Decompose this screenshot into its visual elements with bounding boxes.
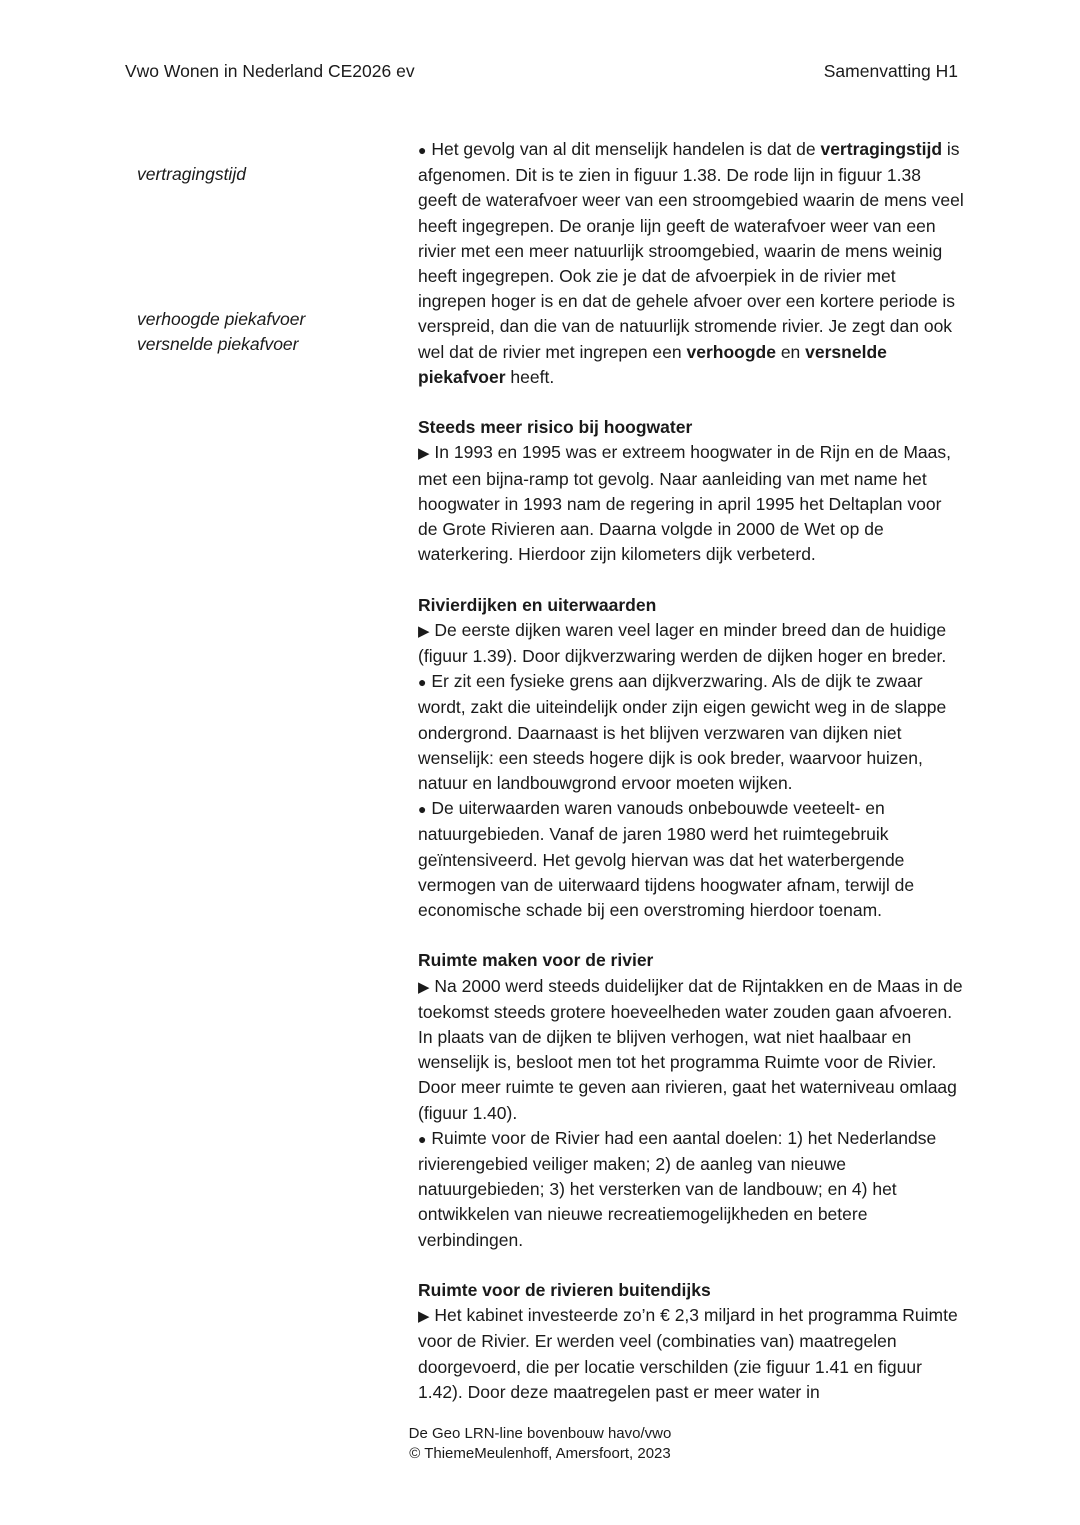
paragraph (418, 1126, 964, 1253)
header-right-title: Samenvatting H1 (823, 61, 958, 81)
triangle-marker-icon: ▶ (418, 1308, 430, 1326)
section-heading: Ruimte voor de rivieren buitendijks (418, 1280, 711, 1301)
section-ruimte-maken-voor-de-rivier (418, 948, 964, 1252)
margin-note-line-versnelde: versnelde piekafvoer (137, 334, 299, 355)
bold-term: versnelde piekafvoer (418, 341, 887, 387)
page-footer (0, 1424, 1080, 1464)
section-ruimte-voor-de-rivieren-buitendijks (418, 1278, 964, 1405)
text-run: Er zit een fysieke grens aan dijkverzwaring. Als de dijk te zwaar wordt, zakt die uiteindelijk onder zijn eigen gewicht weg in de slappe ondergrond. Daarnaast is het blijven verzwaren van dijken niet wenselijk: een steeds hogere dijk is ook breder, waarvoor huizen, natuur en landbouwgrond ervoor moeten wijken. (418, 671, 947, 794)
section-steeds-meer-risico (418, 415, 964, 567)
paragraph (418, 137, 964, 390)
text-run: Het kabinet investeerde zo’n € 2,3 miljard in het programma Ruimte voor de Rivier. Er werden veel (combinaties van) maatregelen doorgevoerd, die per locatie verschilden (zie figuur 1.41 en figuur 1.42). Door deze maatregelen past er meer water in (418, 1305, 958, 1402)
section-heading: Ruimte maken voor de rivier (418, 950, 654, 971)
footer-source-line: De Geo LRN-line bovenbouw havo/vwo (408, 1425, 672, 1442)
margin-note-line-verhoogde: verhoogde piekafvoer (137, 309, 306, 329)
paragraph (418, 974, 964, 1126)
bullet-marker-icon: ● (418, 142, 427, 158)
text-run: Na 2000 werd steeds duidelijker dat de Rijntakken en de Maas in de toekomst steeds grotere hoeveelheden water zouden gaan afvoeren. In plaats van de dijken te blijven verhogen, wat niet haalbaar en wenselijk is, besloot men tot het programma Ruimte voor de Rivier. Door meer ruimte te geven aan rivieren, gaat het waterniveau omlaag (figuur 1.40). (418, 975, 963, 1123)
bullet-marker-icon: ● (418, 674, 427, 691)
page-body (125, 137, 980, 1405)
bullet-marker-icon: ● (418, 1130, 427, 1147)
text-run: In 1993 en 1995 was er extreem hoogwater in de Rijn en de Maas, met een bijna-ramp tot gevolg. Naar aanleiding van met name het hoogwater in 1993 nam de regering in april 1995 het Deltaplan voor de Grote Rivieren aan. Daarna volgde in 2000 de Wet op de waterkering. Hierdoor zijn kilometers dijk verbeterd. (418, 442, 951, 565)
text-run: en (775, 341, 806, 362)
margin-note-vertragingstijd: vertragingstijd (137, 164, 246, 184)
bold-term: vertragingstijd (820, 139, 943, 159)
margin-note-piekafvoer (137, 307, 305, 357)
section-heading: Steeds meer risico bij hoogwater (418, 417, 693, 438)
text-run: Het gevolg van al dit menselijk handelen is dat de (426, 139, 821, 159)
text-run: is afgenomen. Dit is te zien in figuur 1.38. De rode lijn in figuur 1.38 geeft de waterafvoer weer van een stroomgebied waarin de mens veel heeft ingegrepen. De oranje lijn geeft de waterafvoer weer van een rivier met een meer natuurlijk stroomgebied, waarin de mens weinig heeft ingegrepen. Ook zie je dat de afvoerpiek in de rivier met ingrepen hoger is en dat de gehele afvoer over een kortere periode is verspreid, dan die van de natuurlijk stromende rivier. Je zegt dan ook wel dat de rivier met ingrepen een (418, 139, 964, 362)
header-left-title: Vwo Wonen in Nederland CE2026 ev (125, 61, 415, 81)
paragraph (418, 796, 964, 923)
triangle-marker-icon: ▶ (418, 978, 430, 996)
main-text-column (418, 137, 964, 1405)
two-column-layout (125, 137, 980, 1405)
running-header (125, 60, 958, 83)
bullet-marker-icon: ● (418, 801, 427, 818)
text-run: De uiterwaarden waren vanouds onbebouwde veeteelt- en natuurgebieden. Vanaf de jaren 1980 werd het ruimtegebruik geïntensiveerd. Het gevolg hiervan was dat het waterbergende vermogen van de uiterwaard tijdens hoogwater afnam, terwijl de economische schade bij een overstroming hierdoor toenam. (418, 798, 915, 921)
paragraph (418, 1303, 964, 1405)
paragraph (418, 440, 964, 567)
paragraph (418, 669, 964, 796)
triangle-marker-icon: ▶ (418, 445, 430, 463)
section-rivierdijken-en-uiterwaarden (418, 593, 964, 924)
footer-copyright-line: © ThiemeMeulenhoff, Amersfoort, 2023 (409, 1445, 671, 1462)
text-run: De eerste dijken waren veel lager en minder breed dan de huidige (figuur 1.39). Door dijkverzwaring werden de dijken hoger en breder. (418, 619, 947, 667)
section-vertragingstijd (418, 137, 964, 390)
text-run: heeft. (505, 366, 555, 387)
triangle-marker-icon: ▶ (418, 622, 430, 640)
text-run: Ruimte voor de Rivier had een aantal doelen: 1) het Nederlandse rivierengebied veiliger maken; 2) de aanleg van nieuwe natuurgebieden; 3) het versterken van de landbouw; en 4) het ontwikkelen van nieuwe recreatiemogelijkheden en betere verbindingen. (418, 1127, 937, 1250)
paragraph (418, 618, 964, 669)
bold-term: verhoogde (686, 341, 776, 362)
section-heading: Rivierdijken en uiterwaarden (418, 594, 657, 615)
